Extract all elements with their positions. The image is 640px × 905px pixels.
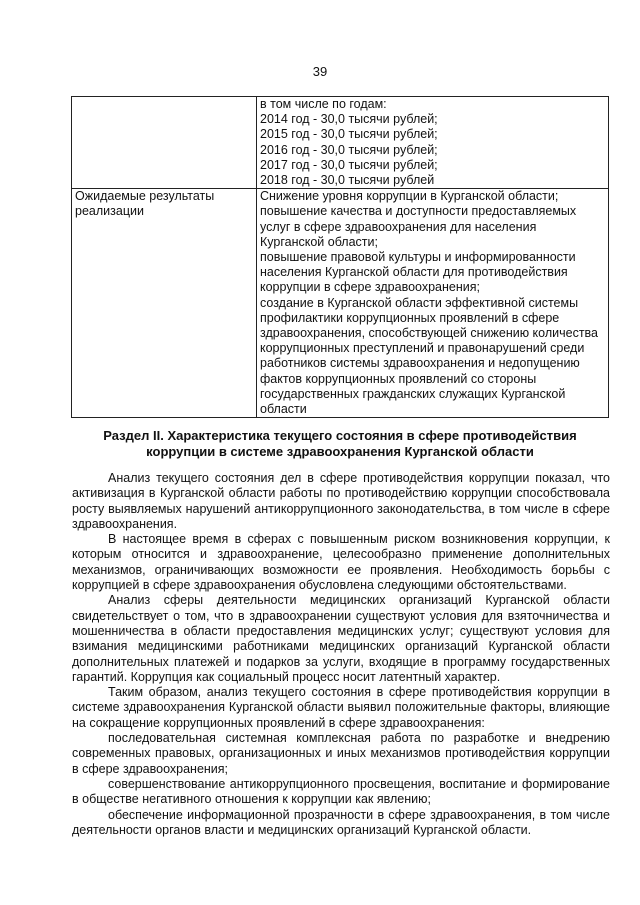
funding-cell [257,97,609,189]
funding-line: 2016 год - 30,0 тысячи рублей; [260,142,438,157]
result-line: повышение качества и доступности предоставляемых [260,204,577,219]
paragraph: последовательная системная комплексная работа по разработке и внедрению современных правовых, организационных и иных механизмов противодействия коррупции в сфере здравоохранения; [72,731,610,776]
funding-line: 2017 год - 30,0 тысячи рублей; [260,157,438,172]
result-line: государственных гражданских служащих Курганской [260,386,566,401]
paragraph: В настоящее время в сферах с повышенным риском возникновения коррупции, к которым относится и здравоохранение, целесообразно применение дополнительных механизмов, ограничивающих возможности ее проявления. Необходимость борьбы с коррупцией в сфере здравоохранения обусловлена следующими обстоятельствами. [72,532,610,593]
result-line: населения Курганской области для противодействия [260,265,568,280]
row-label-empty [72,97,257,189]
paragraph: Анализ сферы деятельности медицинских организаций Курганской области свидетельствует о том, что в здравоохранении существуют условия для взяточничества и мошенничества в области предоставления медицинских услуг; существуют условия для взимания медицинскими работниками медицинских организаций Курганской области дополнительных платежей и подарков за услуги, входящие в программу государственных гарантий. Коррупция как социальный процесс носит латентный характер. [72,593,610,684]
funding-line: в том числе по годам: [260,97,387,111]
section-heading-line: Раздел II. Характеристика текущего состояния в сфере противодействия [103,428,577,443]
expected-results-label [72,189,257,418]
result-line: здравоохранения, способствующей снижению количества [260,326,599,341]
result-line: Курганской области; [260,234,378,249]
result-line: области [260,402,307,417]
funding-line: 2015 год - 30,0 тысячи рублей; [260,127,438,142]
section-heading-line: коррупции в системе здравоохранения Курганской области [146,444,534,459]
result-line: профилактики коррупционных проявлений в сфере [260,310,560,325]
body-text [72,471,610,838]
paragraph: Таким образом, анализ текущего состояния в сфере противодействия коррупции в системе здравоохранения Курганской области выявил положительные факторы, влияющие на сокращение коррупционных проявлений в сфере здравоохранения: [72,685,610,730]
paragraph: совершенствование антикоррупционного просвещения, воспитание и формирование в обществе негативного отношения к коррупции как явлению; [72,776,610,807]
section-heading [72,428,608,460]
result-line: повышение правовой культуры и информированности [260,250,576,265]
expected-results-cell [257,189,609,418]
result-line: фактов коррупционных проявлений со стороны [260,371,537,386]
result-line: услуг в сфере здравоохранения для населения [260,219,537,234]
funding-line: 2018 год - 30,0 тысячи рублей [260,173,435,188]
result-line: коррупционных преступлений и правонарушений среди [260,341,585,356]
paragraph: обеспечение информационной прозрачности в сфере здравоохранения, в том числе деятельности органов власти и медицинских организаций Курганской области. [72,807,610,837]
label-line: реализации [75,204,144,219]
result-line: Снижение уровня коррупции в Курганской области; [260,189,559,204]
result-line: создание в Курганской области эффективной системы [260,295,579,310]
result-line: работников системы здравоохранения и недопущению [260,356,580,371]
result-line: коррупции в сфере здравоохранения; [260,280,480,295]
page-number: 39 [312,64,328,79]
table-row-expected-results [72,189,609,418]
label-line: Ожидаемые результаты [75,189,215,204]
paragraph: Анализ текущего состояния дел в сфере противодействия коррупции показал, что активизация в Курганской области работы по противодействию коррупции способствовала росту выявляемых нарушений антикоррупционного законодательства, в том числе в сфере здравоохранения. [72,471,610,531]
program-passport-table [71,96,609,418]
table-row-funding [72,97,609,189]
funding-line: 2014 год - 30,0 тысячи рублей; [260,112,438,127]
